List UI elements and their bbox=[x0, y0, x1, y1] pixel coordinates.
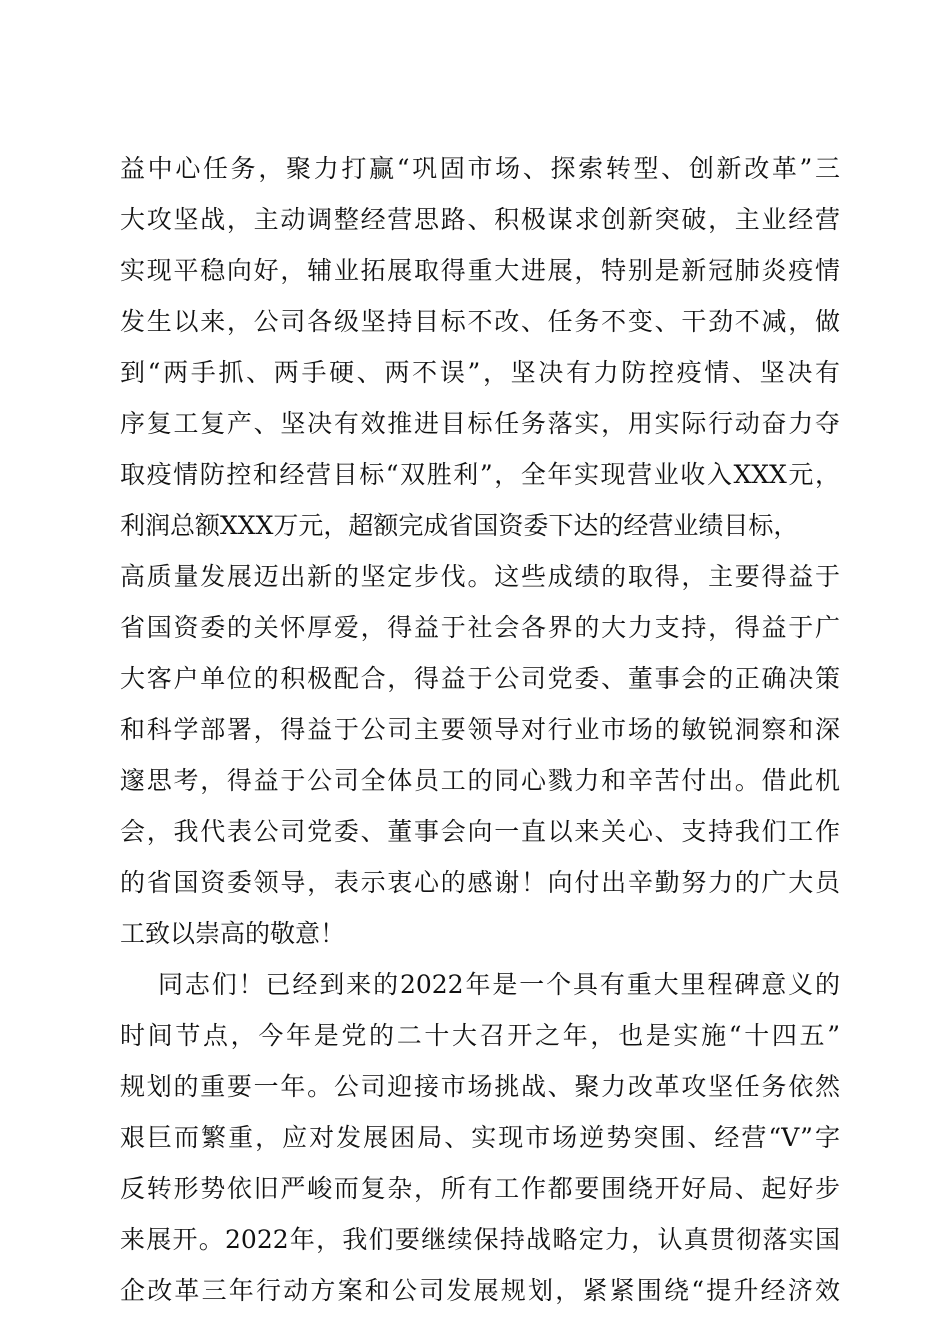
text-line: 来展开。2022年，我们要继续保持战略定力，认真贯彻落实国 bbox=[120, 1225, 840, 1254]
text-line: 艰巨而繁重，应对发展困局、实现市场逆势突围、经营“V”字 bbox=[120, 1123, 840, 1152]
text-line: 企改革三年行动方案和公司发展规划，紧紧围绕“提升经济效 bbox=[120, 1276, 840, 1305]
text-line: 益中心任务，聚力打赢“巩固市场、探索转型、创新改革”三 bbox=[120, 154, 840, 183]
text-line: 时间节点，今年是党的二十大召开之年，也是实施“十四五” bbox=[120, 1021, 840, 1050]
text-line: 到“两手抓、两手硬、两不误”，坚决有力防控疫情、坚决有 bbox=[120, 358, 840, 387]
text-line: 大攻坚战，主动调整经营思路、积极谋求创新突破，主业经营 bbox=[120, 205, 840, 234]
text-line: 省国资委的关怀厚爱，得益于社会各界的大力支持，得益于广 bbox=[120, 613, 840, 642]
text-line: 会，我代表公司党委、董事会向一直以来关心、支持我们工作 bbox=[120, 817, 840, 846]
text-line: 取疫情防控和经营目标“双胜利”，全年实现营业收入XXX元， bbox=[120, 460, 840, 489]
text-line: 大客户单位的积极配合，得益于公司党委、董事会的正确决策 bbox=[120, 664, 840, 693]
paragraph-1 bbox=[120, 143, 840, 959]
text-line: 序复工复产、坚决有效推进目标任务落实，用实际行动奋力夺 bbox=[120, 409, 840, 438]
text-line: 同志们！已经到来的2022年是一个具有重大里程碑意义的 bbox=[158, 970, 840, 999]
text-line: 和科学部署，得益于公司主要领导对行业市场的敏锐洞察和深 bbox=[120, 715, 840, 744]
text-line: 规划的重要一年。公司迎接市场挑战、聚力改革攻坚任务依然 bbox=[120, 1072, 840, 1101]
paragraph-2 bbox=[120, 959, 840, 1316]
text-line: 利润总额XXX万元，超额完成省国资委下达的经营业绩目标， bbox=[120, 511, 799, 540]
text-line: 工致以崇高的敬意！ bbox=[120, 919, 346, 948]
text-line: 实现平稳向好，辅业拓展取得重大进展，特别是新冠肺炎疫情 bbox=[120, 256, 840, 285]
text-line: 高质量发展迈出新的坚定步伐。这些成绩的取得，主要得益于 bbox=[120, 562, 840, 591]
body-text bbox=[120, 143, 840, 1316]
text-line: 邃思考，得益于公司全体员工的同心戮力和辛苦付出。借此机 bbox=[120, 766, 840, 795]
text-line: 的省国资委领导，表示衷心的感谢！向付出辛勤努力的广大员 bbox=[120, 868, 840, 897]
text-line: 反转形势依旧严峻而复杂，所有工作都要围绕开好局、起好步 bbox=[120, 1174, 840, 1203]
text-line: 发生以来，公司各级坚持目标不改、任务不变、干劲不减，做 bbox=[120, 307, 840, 336]
